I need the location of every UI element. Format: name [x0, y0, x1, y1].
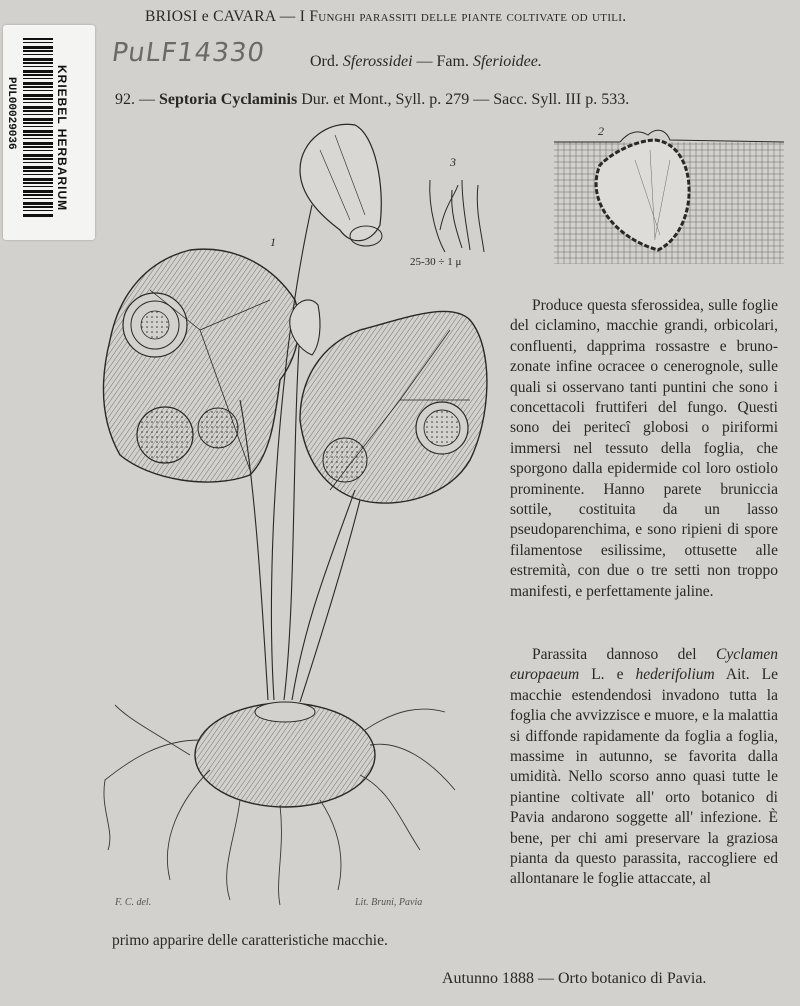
- classification-line: Ord. Sferossidei — Fam. Sferioidee.: [310, 53, 542, 70]
- plate-number: 92. —: [115, 91, 155, 108]
- host-species-2: hederifolium: [635, 666, 715, 684]
- figure-number-1: 1: [270, 235, 276, 249]
- specimen-code: PUL00029036: [5, 77, 17, 150]
- spore-figure: [430, 180, 484, 252]
- species-citation: Dur. et Mont., Syll. p. 279 — Sacc. Syll. III p. 533.: [301, 91, 630, 108]
- herbarium-name: KRIEBEL HERBARIUM: [55, 65, 69, 212]
- perithecium-figure: [554, 130, 784, 264]
- left-leaf: [103, 249, 299, 482]
- tuber: [195, 702, 375, 807]
- flower-top: [300, 124, 382, 246]
- magnification-scale: 25-30 ÷ 1 μ: [410, 256, 462, 268]
- right-leaf: [300, 311, 487, 503]
- header-series: I Funghi parassiti delle piante coltivate od utili.: [299, 8, 627, 25]
- handwritten-accession: PuLF14330: [109, 38, 267, 68]
- printer-credit: Lit. Bruni, Pavia: [355, 897, 423, 908]
- page-header: BRIOSI e CAVARA — I Funghi parassiti delle piante coltivate od utili.: [145, 8, 627, 25]
- family-name: Sferioidee.: [472, 53, 542, 70]
- description-paragraph: Produce questa sferossidea, sulle foglie del ciclamino, macchie grandi, orbicolari, confluenti, dapprima rossastre e bruno-zonate infine ocracee o cenerognole, sulle quali si osservano tanti puntini che sono i concettacoli fruttiferi del fungo. Questi sono dei peritecî globosi o piriformi immersi nel tessuto della foglia, che sporgono dalla epidermide col loro ostiolo prominente. Hanno parete bruniccia sottile, costituita da un lasso pseudoparenchima, e sono ripieni di spore filamentose esilissime, ottusette alle estremità, con due o tre setti non troppo manifesti, e perfettamente jaline.: [510, 297, 778, 600]
- paragraph-continuation: primo apparire delle caratteristiche macchie.: [112, 932, 388, 949]
- host-paragraph: Parassita dannoso del Cyclamen europaeum L. e hederifolium Ait. Le macchie estendendosi invadono tutta la foglia che avvizzisce e muore, e la malattia si diffonde rapidamente da foglia a foglia, massime in autunno, se favorita dalla umidità. Nello scorso anno quasi tutte le piantine coltivate all' orto botanico di Pavia andarono soggette all' infezione. È bene, per chi ami preservare la graziosa pianta da questo parassita, raccogliere ed allontanare le foglie attaccate, al: [510, 646, 778, 888]
- artist-credit: F. C. del.: [115, 897, 152, 908]
- figure-number-3: 3: [450, 155, 456, 169]
- figure-number-2: 2: [598, 124, 604, 138]
- page-footer: Autunno 1888 — Orto botanico di Pavia.: [442, 970, 707, 987]
- species-name: Septoria Cyclaminis: [159, 91, 298, 108]
- host-species-1: Cyclamen europaeum: [510, 646, 778, 684]
- header-authors: BRIOSI e CAVARA: [145, 8, 276, 25]
- order-name: Sferossidei: [342, 53, 413, 70]
